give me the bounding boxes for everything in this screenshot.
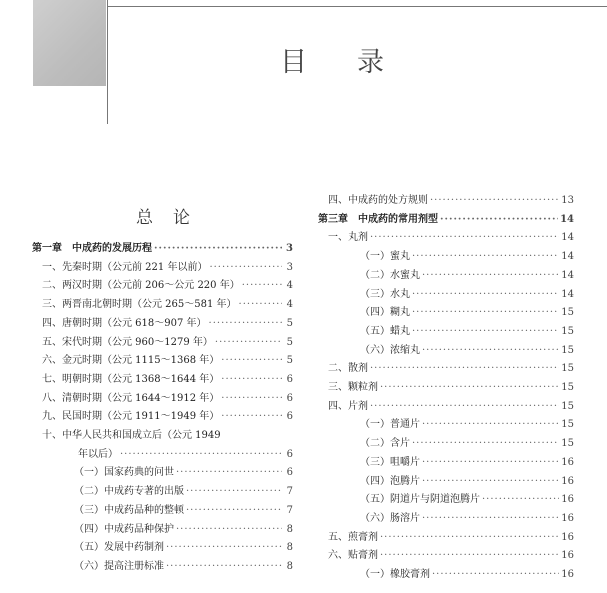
toc-leader-dots (422, 454, 559, 473)
toc-leader-dots (380, 547, 559, 566)
toc-entry[interactable] (32, 539, 293, 558)
toc-entry-title: （六）肠溶片 (360, 512, 420, 524)
toc-leader-dots (412, 435, 559, 454)
toc-leader-dots (221, 390, 282, 409)
toc-chapter-entry[interactable] (32, 240, 293, 259)
toc-entry-title: （二）水蜜丸 (360, 269, 420, 281)
toc-chapter-entry[interactable] (318, 211, 574, 230)
toc-leader-dots (412, 248, 559, 267)
toc-page-number: 7 (286, 486, 293, 498)
page-title: 目录 (280, 47, 434, 78)
toc-leader-dots (154, 240, 282, 259)
toc-leader-dots (221, 408, 282, 427)
toc-leader-dots (422, 342, 559, 361)
toc-leader-dots (422, 510, 559, 529)
toc-entry[interactable] (318, 398, 574, 417)
toc-entry[interactable] (318, 342, 574, 361)
toc-leader-dots (370, 398, 559, 417)
toc-page-number: 6 (286, 392, 293, 404)
toc-entry-title: 第三章 中成药的常用剂型 (318, 213, 438, 225)
toc-page-number: 16 (561, 569, 574, 581)
toc-page-number: 15 (561, 382, 574, 394)
toc-entry[interactable] (318, 547, 574, 566)
toc-entry[interactable] (318, 379, 574, 398)
toc-entry-title: 七、明朝时期（公元 1368～1644 年） (42, 373, 220, 385)
toc-entry[interactable] (318, 454, 574, 473)
toc-entry-title: 五、煎膏剂 (328, 531, 378, 543)
toc-page-number: 16 (561, 512, 574, 524)
toc-entry-title: （三）水丸 (360, 288, 410, 300)
toc-entry-title: 五、宋代时期（公元 960～1279 年） (42, 336, 213, 348)
toc-leader-dots (166, 539, 282, 558)
toc-entry-title: （一）橡胶膏剂 (360, 569, 430, 581)
toc-leader-dots (482, 491, 559, 510)
toc-entry[interactable] (32, 334, 293, 353)
toc-page-number: 15 (561, 419, 574, 431)
toc-leader-dots (412, 286, 559, 305)
toc-entry-title: （五）阴道片与阴道泡腾片 (360, 494, 480, 506)
toc-leader-dots (412, 323, 559, 342)
toc-page-number: 15 (561, 344, 574, 356)
toc-entry-title: 四、唐朝时期（公元 618～907 年） (42, 317, 207, 329)
toc-page-number: 14 (561, 232, 574, 244)
toc-page-number: 13 (561, 195, 574, 206)
toc-entry[interactable] (318, 286, 574, 305)
toc-page-number: 16 (561, 494, 574, 506)
toc-entry-title: 第一章 中成药的发展历程 (32, 243, 152, 254)
toc-entry-title: （二）中成药专著的出版 (74, 486, 184, 498)
decorative-gray-block (33, 0, 106, 86)
toc-page-number: 4 (286, 280, 293, 292)
toc-entry-title: 年以后） (78, 448, 118, 460)
toc-entry[interactable] (32, 277, 293, 296)
toc-leader-dots (422, 473, 559, 492)
toc-entry[interactable] (318, 491, 574, 510)
toc-leader-dots (209, 259, 282, 278)
toc-leader-dots (120, 446, 282, 465)
toc-entry[interactable] (32, 390, 293, 409)
toc-entry-title: （一）普通片 (360, 419, 420, 431)
toc-entry[interactable] (318, 304, 574, 323)
toc-entry[interactable] (318, 473, 574, 492)
toc-page-number: 8 (286, 542, 293, 554)
toc-entry-title: 四、中成药的处方规则 (328, 195, 428, 206)
toc-entry-title: （三）咀嚼片 (360, 456, 420, 468)
toc-entry-title: （五）发展中药制剂 (74, 542, 164, 554)
toc-entry-title: （四）糊丸 (360, 307, 410, 319)
toc-entry-title: （六）提高注册标准 (74, 560, 164, 572)
toc-page-number: 6 (286, 467, 293, 479)
toc-leader-dots (186, 483, 282, 502)
toc-entry[interactable] (32, 521, 293, 540)
toc-entry[interactable] (32, 371, 293, 390)
toc-leader-dots (380, 529, 559, 548)
toc-entry[interactable] (32, 408, 293, 427)
toc-entry-title: （一）国家药典的问世 (74, 467, 174, 479)
toc-entry[interactable] (32, 315, 293, 334)
toc-leader-dots (209, 315, 282, 334)
toc-leader-dots (430, 192, 559, 211)
toc-entry[interactable] (318, 248, 574, 267)
toc-entry-title: 一、丸剂 (328, 232, 368, 244)
toc-page-number: 6 (286, 411, 293, 423)
toc-entry-title: （五）蜡丸 (360, 325, 410, 337)
toc-entry-title: 三、两晋南北朝时期（公元 265～581 年） (42, 299, 237, 311)
toc-leader-dots (221, 371, 282, 390)
section-title: 总论 (136, 208, 210, 228)
toc-leader-dots (412, 304, 559, 323)
toc-entry-title: 三、颗粒剂 (328, 382, 378, 394)
toc-entry-title: 一、先秦时期（公元前 221 年以前） (42, 261, 208, 273)
toc-page-number: 14 (561, 269, 574, 281)
toc-entry-title: 四、片剂 (328, 400, 368, 412)
toc-page-number: 8 (286, 523, 293, 535)
toc-page-number: 15 (561, 363, 574, 375)
toc-leader-dots (370, 229, 559, 248)
toc-entry-title: （二）含片 (360, 438, 410, 450)
toc-entry[interactable] (318, 323, 574, 342)
toc-leader-dots (432, 566, 559, 585)
toc-entry[interactable] (318, 435, 574, 454)
toc-leader-dots (215, 334, 282, 353)
toc-leader-dots (186, 502, 282, 521)
toc-page-number: 16 (561, 550, 574, 562)
toc-page-number: 16 (561, 531, 574, 543)
toc-page-number: 6 (286, 448, 293, 460)
toc-page-number: 15 (561, 438, 574, 450)
toc-entry-title: 二、两汉时期（公元前 206～公元 220 年） (42, 280, 240, 292)
vertical-rule (107, 0, 108, 124)
toc-leader-dots (176, 521, 282, 540)
toc-leader-dots (239, 296, 282, 315)
toc-leader-dots (380, 379, 559, 398)
toc-entry-title: （四）中成药品种保护 (74, 523, 174, 535)
toc-entry[interactable] (318, 192, 574, 211)
toc-page-number: 15 (561, 400, 574, 412)
toc-entry[interactable] (32, 502, 293, 521)
toc-entry[interactable] (318, 529, 574, 548)
toc-entry-title: 九、民国时期（公元 1911～1949 年） (42, 411, 220, 423)
toc-entry-title: （六）浓缩丸 (360, 344, 420, 356)
toc-entry[interactable] (318, 229, 574, 248)
toc-page-number: 15 (561, 325, 574, 337)
toc-entry-title: （一）蜜丸 (360, 251, 410, 263)
toc-page-number: 16 (561, 475, 574, 487)
toc-entry[interactable] (32, 352, 293, 371)
toc-entry[interactable] (32, 464, 293, 483)
toc-leader-dots (166, 558, 282, 577)
toc-page-number: 8 (286, 560, 293, 572)
toc-page-number: 14 (561, 288, 574, 300)
toc-page-number: 14 (561, 251, 574, 263)
toc-right-column (318, 192, 574, 585)
toc-entry[interactable] (32, 558, 293, 577)
toc-page-number: 4 (286, 299, 293, 311)
toc-leader-dots (242, 277, 282, 296)
toc-entry[interactable] (32, 296, 293, 315)
toc-page-number: 6 (286, 373, 293, 385)
toc-page-number: 7 (286, 504, 293, 516)
toc-entry-title: （四）泡腾片 (360, 475, 420, 487)
toc-page-number: 3 (286, 243, 293, 254)
toc-leader-dots (422, 416, 559, 435)
toc-page-number: 5 (286, 317, 293, 329)
toc-entry-title: 六、贴膏剂 (328, 550, 378, 562)
toc-page-number: 5 (286, 336, 293, 348)
toc-entry-title: 二、散剂 (328, 363, 368, 375)
horizontal-rule (107, 6, 607, 7)
toc-entry-title: 十、中华人民共和国成立后（公元 1949 (42, 430, 221, 442)
toc-leader-dots (440, 211, 558, 230)
toc-page-number: 3 (286, 261, 293, 273)
toc-page-number: 15 (561, 307, 574, 319)
toc-page-number: 14 (560, 213, 574, 225)
toc-entry[interactable] (32, 259, 293, 278)
toc-entry-title: （三）中成药品种的整顿 (74, 504, 184, 516)
toc-entry-title: 八、清朝时期（公元 1644～1912 年） (42, 392, 220, 404)
toc-entry[interactable] (32, 446, 293, 465)
toc-entry[interactable] (318, 566, 574, 585)
toc-entry[interactable] (318, 416, 574, 435)
toc-page-number: 5 (286, 355, 293, 367)
toc-entry[interactable] (32, 427, 293, 446)
toc-leader-dots (176, 464, 282, 483)
toc-page-number: 16 (561, 456, 574, 468)
toc-entry[interactable] (318, 510, 574, 529)
toc-leader-dots (221, 352, 282, 371)
toc-leader-dots (370, 360, 559, 379)
toc-left-column (32, 240, 293, 577)
toc-entry[interactable] (318, 360, 574, 379)
toc-entry[interactable] (32, 483, 293, 502)
toc-entry[interactable] (318, 267, 574, 286)
toc-leader-dots (422, 267, 559, 286)
toc-entry-title: 六、金元时期（公元 1115～1368 年） (42, 355, 220, 367)
